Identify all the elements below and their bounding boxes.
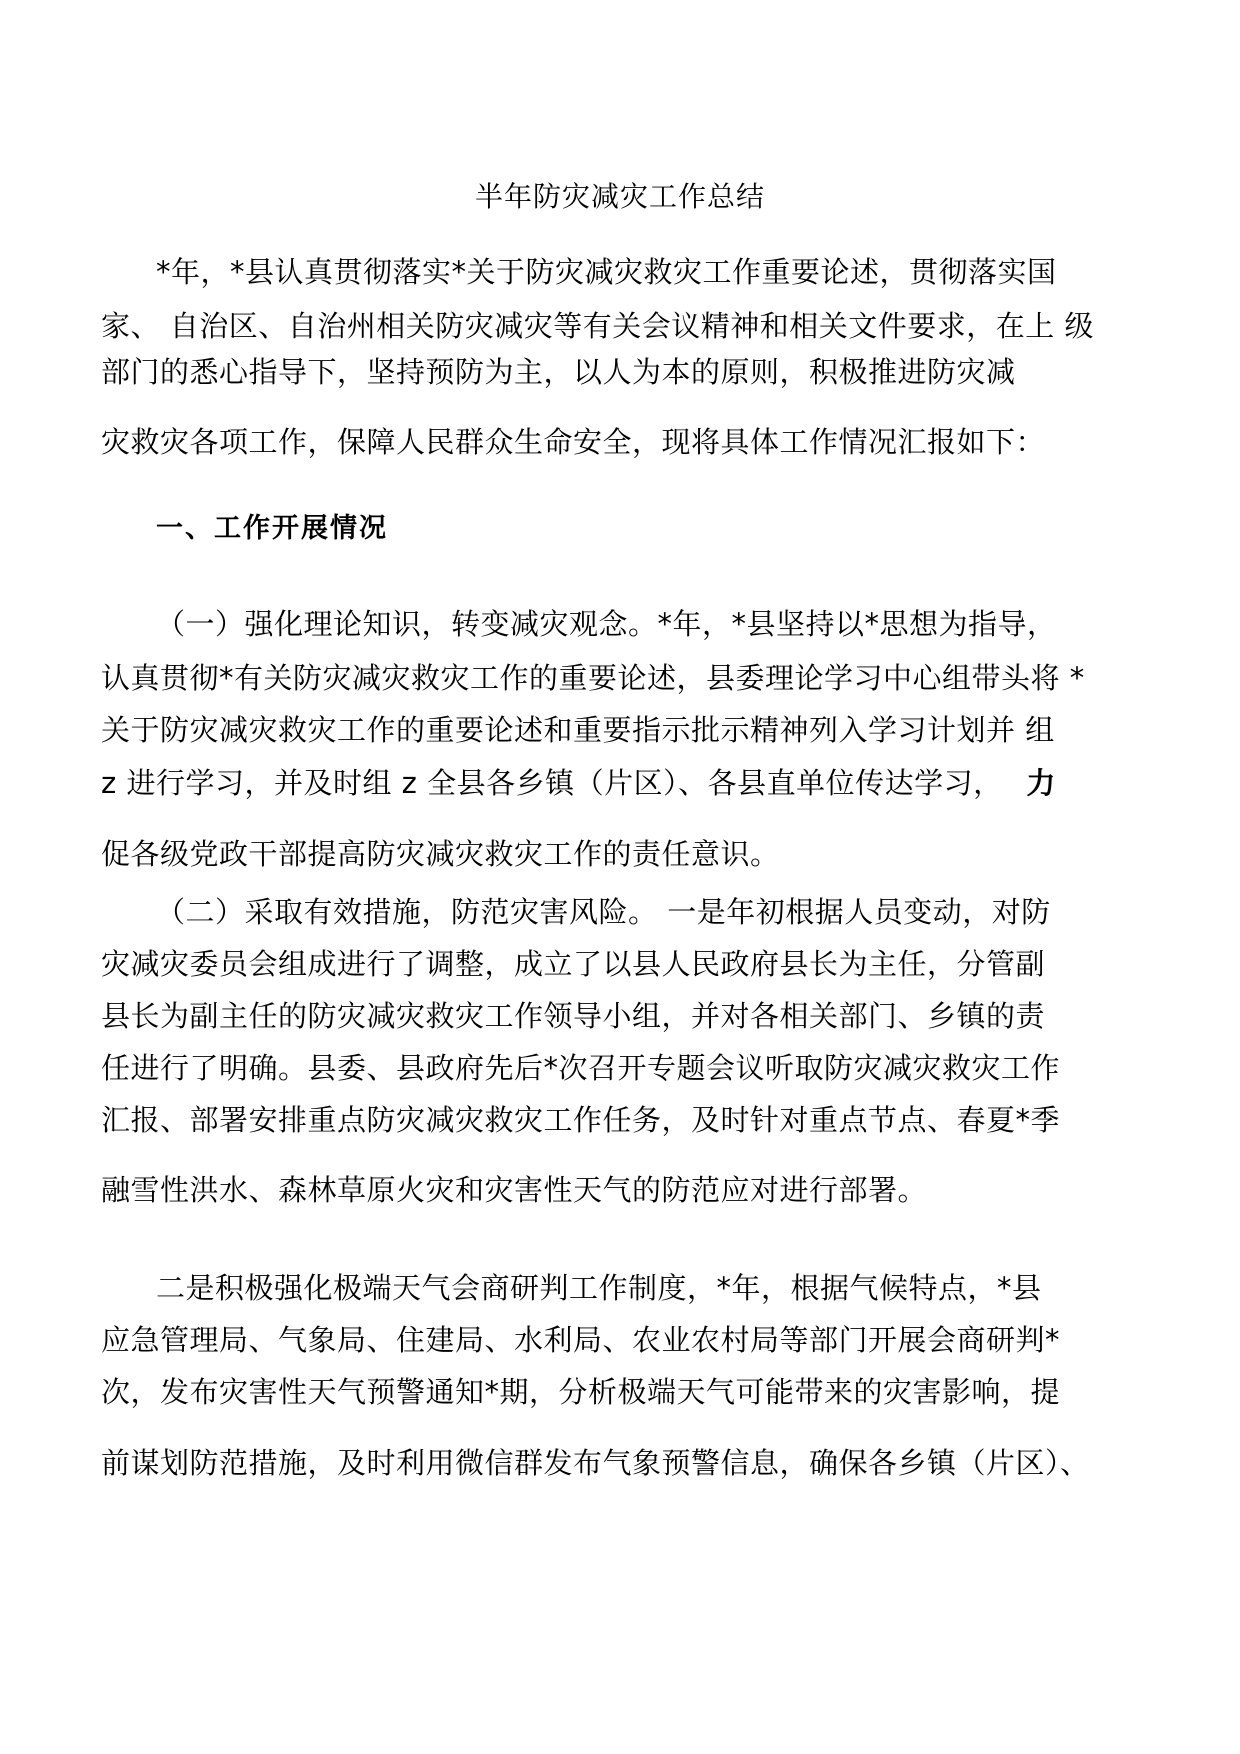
intro-line-1: *年，*县认真贯彻落实*关于防灾减灾救灾工作重要论述，贯彻落实国 (156, 255, 1057, 289)
intro-line-4: 灾救灾各项工作，保障人民群众生命安全，现将具体工作情况汇报如下： (101, 425, 1046, 459)
part2-line-5: 汇报、部署安排重点防灾减灾救灾工作任务，及时针对重点节点、春夏*季 (101, 1103, 1061, 1137)
part1-line-3: 关于防灾减灾救灾工作的重要论述和重要指示批示精神列入学习计划并 组 (101, 713, 1055, 747)
part3-line-1: 二是积极强化极端天气会商研判工作制度，*年，根据气候特点，*县 (156, 1271, 1042, 1305)
part1-line-4-end: 力 (1026, 766, 1056, 800)
intro-line-3: 部门的悉心指导下，坚持预防为主，以人为本的原则，积极推进防灾减 (101, 355, 1016, 389)
part2-line-6: 融雪性洪水、森林草原火灾和灾害性天气的防范应对进行部署。 (101, 1173, 928, 1207)
document-title: 半年防灾减灾工作总结 (474, 180, 765, 213)
part2-line-1: （二）采取有效措施，防范灾害风险。 一是年初根据人员变动，对防 (156, 895, 1051, 929)
part3-line-4: 前谋划防范措施，及时利用微信群发布气象预警信息，确保各乡镇（片区）、 (101, 1446, 1090, 1480)
part2-line-4: 任进行了明确。县委、县政府先后*次召开专题会议听取防灾减灾救灾工作 (101, 1051, 1061, 1085)
part1-line-4 (101, 766, 1056, 800)
part3-line-2: 应急管理局、气象局、住建局、水利局、农业农村局等部门开展会商研判* (101, 1323, 1061, 1357)
part1-line-1: （一）强化理论知识，转变减灾观念。*年，*县坚持以*思想为指导， (156, 607, 1057, 641)
section-heading-1: 一、工作开展情况 (156, 513, 388, 544)
part2-line-2: 灾减灾委员会组成进行了调整，成立了以县人民政府县长为主任，分管副 (101, 947, 1046, 981)
intro-line-2: 家、 自治区、自治州相关防灾减灾等有关会议精神和相关文件要求，在上 级 (101, 309, 1094, 343)
part1-line-4-text: z 进行学习，并及时组 z 全县各乡镇（片区）、各县直单位传达学习， (101, 766, 1003, 800)
part3-line-3: 次，发布灾害性天气预警通知*期，分析极端天气可能带来的灾害影响，提 (101, 1375, 1061, 1409)
part2-line-3: 县长为副主任的防灾减灾救灾工作领导小组，并对各相关部门、乡镇的责 (101, 999, 1046, 1033)
part1-line-5: 促各级党政干部提高防灾减灾救灾工作的责任意识。 (101, 837, 780, 871)
part1-line-2: 认真贯彻*有关防灾减灾救灾工作的重要论述，县委理论学习中心组带头将 * (101, 661, 1085, 695)
